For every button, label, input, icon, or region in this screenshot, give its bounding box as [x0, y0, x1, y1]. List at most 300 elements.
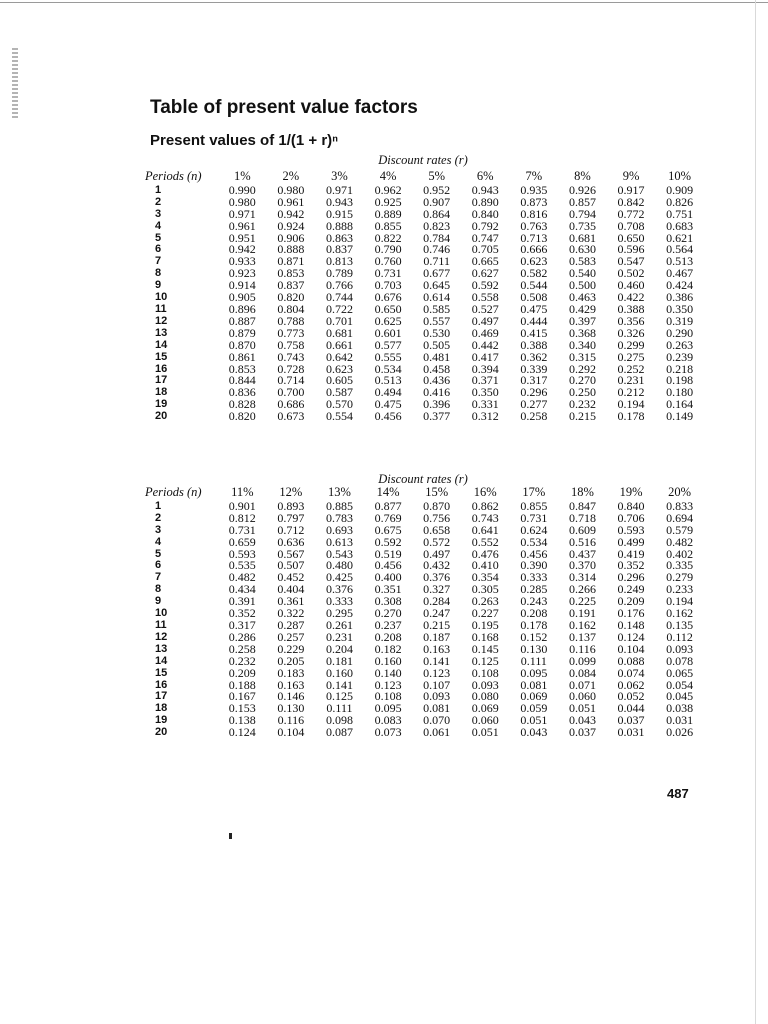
factor-cell: 0.513 [666, 254, 694, 269]
factor-cell: 0.299 [617, 337, 645, 352]
factor-cell: 0.232 [228, 653, 256, 668]
period-cell: 10 [155, 607, 168, 620]
factor-cell: 0.111 [326, 701, 353, 716]
factor-cell: 0.700 [277, 385, 305, 400]
rate-header: 13% [328, 485, 351, 499]
factor-cell: 0.167 [228, 689, 256, 704]
period-cell: 5 [155, 547, 162, 560]
factor-cell: 0.747 [471, 230, 499, 245]
factor-cell: 0.045 [666, 689, 694, 704]
factor-cell: 0.642 [325, 349, 353, 364]
factor-cell: 0.286 [228, 629, 256, 644]
factor-cell: 0.593 [617, 522, 645, 537]
factor-cell: 0.037 [617, 713, 645, 728]
factor-cell: 0.452 [277, 570, 305, 585]
factor-cell: 0.093 [471, 677, 499, 692]
factor-cell: 0.961 [277, 194, 305, 209]
factor-cell: 0.305 [471, 582, 499, 597]
factor-cell: 0.308 [374, 594, 402, 609]
factor-cell: 0.833 [666, 498, 694, 513]
factor-cell: 0.239 [666, 349, 694, 364]
factor-cell: 0.044 [617, 701, 645, 716]
factor-cell: 0.410 [471, 558, 499, 573]
factor-cell: 0.424 [666, 278, 694, 293]
rate-header: 10% [668, 169, 692, 183]
factor-cell: 0.429 [568, 301, 596, 316]
factor-cell: 0.731 [520, 510, 548, 525]
periods-header: Periods (n) [145, 169, 202, 183]
factor-cell: 0.784 [423, 230, 451, 245]
factor-cell: 0.333 [325, 594, 353, 609]
factor-cell: 0.417 [471, 349, 499, 364]
present-value-table-11-to-20 [145, 487, 704, 739]
factor-cell: 0.327 [423, 582, 451, 597]
factor-cell: 0.596 [617, 242, 645, 257]
factor-cell: 0.419 [617, 546, 645, 561]
page-subtitle: Present values of 1/(1 + r)ⁿ [150, 132, 339, 149]
factor-cell: 0.507 [277, 558, 305, 573]
factor-cell: 0.961 [228, 218, 256, 233]
factor-cell: 0.249 [617, 582, 645, 597]
period-cell: 19 [155, 398, 168, 411]
factor-cell: 0.208 [520, 606, 548, 621]
rate-header: 3% [331, 169, 348, 183]
rate-header: 14% [376, 485, 400, 499]
factor-cell: 0.760 [374, 254, 402, 269]
factor-cell: 0.093 [423, 689, 451, 704]
factor-cell: 0.587 [325, 385, 353, 400]
factor-cell: 0.284 [423, 594, 451, 609]
factor-cell: 0.855 [520, 498, 548, 513]
period-cell: 17 [155, 690, 168, 703]
factor-cell: 0.140 [374, 665, 402, 680]
factor-cell: 0.840 [617, 498, 645, 513]
factor-cell: 0.853 [228, 361, 256, 376]
factor-cell: 0.820 [228, 409, 256, 424]
factor-cell: 0.252 [617, 361, 645, 376]
factor-cell: 0.339 [520, 361, 548, 376]
factor-cell: 0.855 [374, 218, 402, 233]
factor-cell: 0.893 [277, 498, 305, 513]
period-cell: 8 [155, 267, 162, 280]
factor-cell: 0.422 [617, 290, 645, 305]
factor-cell: 0.390 [520, 558, 548, 573]
factor-cell: 0.104 [277, 725, 305, 740]
factor-cell: 0.078 [666, 653, 694, 668]
factor-cell: 0.095 [520, 665, 548, 680]
factor-cell: 0.149 [666, 409, 694, 424]
factor-cell: 0.231 [617, 373, 645, 388]
period-cell: 12 [155, 630, 168, 643]
factor-cell: 0.701 [325, 313, 353, 328]
factor-cell: 0.258 [228, 641, 256, 656]
factor-cell: 0.847 [568, 498, 596, 513]
factor-cell: 0.870 [423, 498, 451, 513]
factor-cell: 0.627 [471, 266, 499, 281]
rate-header: 7% [525, 169, 543, 183]
factor-cell: 0.123 [423, 665, 451, 680]
factor-cell: 0.425 [325, 570, 353, 585]
factor-cell: 0.990 [228, 182, 256, 197]
factor-cell: 0.731 [374, 266, 402, 281]
factor-cell: 0.322 [277, 606, 305, 621]
factor-cell: 0.148 [617, 617, 645, 632]
factor-cell: 0.661 [325, 337, 353, 352]
period-cell: 4 [155, 219, 162, 232]
factor-cell: 0.160 [374, 653, 402, 668]
factor-cell: 0.146 [277, 689, 305, 704]
period-cell: 7 [155, 255, 162, 268]
factor-cell: 0.415 [520, 325, 548, 340]
factor-cell: 0.183 [277, 665, 305, 680]
factor-cell: 0.826 [666, 194, 694, 209]
factor-cell: 0.924 [277, 218, 305, 233]
factor-cell: 0.209 [228, 665, 256, 680]
factor-cell: 0.885 [325, 498, 353, 513]
factor-cell: 0.540 [568, 266, 596, 281]
factor-cell: 0.290 [666, 325, 694, 340]
period-cell: 16 [155, 362, 168, 375]
factor-cell: 0.141 [423, 653, 451, 668]
factor-cell: 0.182 [374, 641, 402, 656]
factor-cell: 0.463 [568, 290, 596, 305]
factor-cell: 0.746 [423, 242, 451, 257]
factor-cell: 0.853 [277, 266, 305, 281]
period-cell: 2 [155, 511, 162, 524]
factor-cell: 0.038 [666, 701, 694, 716]
factor-cell: 0.237 [374, 617, 402, 632]
factor-cell: 0.625 [374, 313, 402, 328]
factor-cell: 0.162 [666, 606, 694, 621]
factor-cell: 0.232 [568, 397, 596, 412]
factor-cell: 0.145 [471, 641, 499, 656]
rate-header: 2% [282, 169, 300, 183]
factor-cell: 0.585 [423, 301, 451, 316]
factor-cell: 0.080 [471, 689, 499, 704]
factor-cell: 0.442 [471, 337, 499, 352]
factor-cell: 0.456 [374, 558, 402, 573]
factor-cell: 0.456 [374, 409, 402, 424]
factor-cell: 0.314 [568, 570, 596, 585]
factor-cell: 0.789 [325, 266, 353, 281]
factor-cell: 0.482 [666, 534, 694, 549]
factor-cell: 0.060 [471, 713, 499, 728]
factor-cell: 0.475 [520, 301, 548, 316]
factor-cell: 0.212 [617, 385, 645, 400]
factor-cell: 0.534 [520, 534, 548, 549]
period-cell: 8 [155, 583, 162, 596]
factor-cell: 0.434 [228, 582, 256, 597]
factor-cell: 0.822 [374, 230, 402, 245]
period-cell: 9 [155, 595, 162, 608]
factor-cell: 0.870 [228, 337, 256, 352]
factor-cell: 0.675 [374, 522, 402, 537]
factor-cell: 0.319 [666, 313, 694, 328]
factor-cell: 0.152 [520, 629, 548, 644]
period-cell: 7 [155, 571, 162, 584]
factor-cell: 0.123 [374, 677, 402, 692]
factor-cell: 0.176 [617, 606, 645, 621]
rate-header: 11% [231, 485, 254, 499]
factor-cell: 0.400 [374, 570, 402, 585]
factor-cell: 0.857 [568, 194, 596, 209]
factor-cell: 0.340 [568, 337, 596, 352]
factor-cell: 0.942 [228, 242, 256, 257]
factor-cell: 0.915 [325, 206, 353, 221]
factor-cell: 0.519 [374, 546, 402, 561]
factor-cell: 0.250 [568, 385, 596, 400]
period-cell: 15 [155, 350, 168, 363]
factor-cell: 0.112 [666, 629, 693, 644]
factor-cell: 0.296 [520, 385, 548, 400]
rate-header: 15% [425, 485, 449, 499]
factor-cell: 0.703 [374, 278, 402, 293]
factor-cell: 0.326 [617, 325, 645, 340]
factor-cell: 0.460 [617, 278, 645, 293]
factor-cell: 0.499 [617, 534, 645, 549]
factor-cell: 0.130 [520, 641, 548, 656]
factor-cell: 0.933 [228, 254, 256, 269]
factor-cell: 0.180 [666, 385, 694, 400]
factor-cell: 0.065 [666, 665, 694, 680]
rate-header: 18% [570, 485, 594, 499]
period-cell: 3 [155, 523, 162, 536]
factor-cell: 0.582 [520, 266, 548, 281]
factor-cell: 0.198 [666, 373, 694, 388]
factor-cell: 0.530 [423, 325, 451, 340]
factor-cell: 0.098 [325, 713, 353, 728]
factor-cell: 0.153 [228, 701, 256, 716]
factor-cell: 0.270 [374, 606, 402, 621]
factor-cell: 0.062 [617, 677, 645, 692]
factor-cell: 0.508 [520, 290, 548, 305]
factor-cell: 0.557 [423, 313, 451, 328]
factor-cell: 0.356 [617, 313, 645, 328]
factor-cell: 0.820 [277, 290, 305, 305]
factor-cell: 0.164 [666, 397, 694, 412]
factor-cell: 0.613 [325, 534, 353, 549]
factor-cell: 0.583 [568, 254, 596, 269]
factor-cell: 0.623 [325, 361, 353, 376]
scan-speck [229, 833, 232, 839]
factor-cell: 0.837 [277, 278, 305, 293]
factor-cell: 0.862 [471, 498, 499, 513]
period-cell: 1 [155, 183, 162, 196]
factor-cell: 0.104 [617, 641, 645, 656]
factor-cell: 0.593 [228, 546, 256, 561]
factor-cell: 0.601 [374, 325, 402, 340]
factor-cell: 0.376 [325, 582, 353, 597]
factor-cell: 0.084 [568, 665, 596, 680]
factor-cell: 0.051 [520, 713, 548, 728]
factor-cell: 0.396 [423, 397, 451, 412]
factor-cell: 0.208 [374, 629, 402, 644]
factor-cell: 0.812 [228, 510, 256, 525]
factor-cell: 0.070 [423, 713, 451, 728]
factor-cell: 0.871 [277, 254, 305, 269]
factor-cell: 0.951 [228, 230, 256, 245]
rate-header: 1% [233, 169, 251, 183]
factor-cell: 0.081 [520, 677, 548, 692]
factor-cell: 0.124 [617, 629, 645, 644]
factor-cell: 0.233 [666, 582, 694, 597]
factor-cell: 0.178 [520, 617, 548, 632]
factor-cell: 0.386 [666, 290, 694, 305]
factor-cell: 0.513 [374, 373, 402, 388]
periods-header: Periods (n) [145, 485, 202, 499]
factor-cell: 0.914 [228, 278, 256, 293]
scan-binding-mark [12, 48, 18, 118]
factor-cell: 0.722 [325, 301, 353, 316]
period-cell: 14 [155, 338, 168, 351]
factor-cell: 0.758 [277, 337, 305, 352]
factor-cell: 0.579 [666, 522, 694, 537]
period-cell: 12 [155, 314, 168, 327]
factor-cell: 0.258 [520, 409, 548, 424]
rate-header: 12% [279, 485, 303, 499]
factor-cell: 0.500 [568, 278, 596, 293]
factor-cell: 0.209 [617, 594, 645, 609]
factor-cell: 0.187 [423, 629, 451, 644]
factor-cell: 0.925 [374, 194, 402, 209]
factor-cell: 0.404 [277, 582, 305, 597]
factor-cell: 0.907 [423, 194, 451, 209]
scan-top-rule [0, 2, 768, 3]
period-cell: 17 [155, 374, 168, 387]
factor-cell: 0.630 [568, 242, 596, 257]
factor-cell: 0.135 [666, 617, 694, 632]
factor-cell: 0.261 [325, 617, 353, 632]
factor-cell: 0.362 [520, 349, 548, 364]
factor-cell: 0.971 [228, 206, 256, 221]
period-cell: 9 [155, 279, 162, 292]
factor-cell: 0.377 [423, 409, 451, 424]
factor-cell: 0.494 [374, 385, 402, 400]
factor-cell: 0.971 [325, 182, 353, 197]
factor-cell: 0.432 [423, 558, 451, 573]
factor-cell: 0.783 [325, 510, 353, 525]
factor-cell: 0.836 [228, 385, 256, 400]
present-value-table-1-to-10 [145, 171, 704, 423]
factor-cell: 0.863 [325, 230, 353, 245]
factor-cell: 0.887 [228, 313, 256, 328]
factor-cell: 0.731 [228, 522, 256, 537]
factor-cell: 0.168 [471, 629, 499, 644]
factor-cell: 0.059 [520, 701, 548, 716]
factor-cell: 0.794 [568, 206, 596, 221]
factor-cell: 0.552 [471, 534, 499, 549]
factor-cell: 0.107 [423, 677, 451, 692]
period-cell: 13 [155, 642, 168, 655]
page-title: Table of present value factors [150, 97, 418, 118]
period-cell: 20 [155, 410, 168, 423]
factor-cell: 0.391 [228, 594, 256, 609]
factor-cell: 0.069 [520, 689, 548, 704]
factor-cell: 0.444 [520, 313, 548, 328]
factor-cell: 0.547 [617, 254, 645, 269]
rate-header: 5% [428, 169, 445, 183]
factor-cell: 0.073 [374, 725, 402, 740]
factor-cell: 0.788 [277, 313, 305, 328]
factor-cell: 0.397 [568, 313, 596, 328]
factor-cell: 0.706 [617, 510, 645, 525]
factor-cell: 0.279 [666, 570, 694, 585]
factor-cell: 0.555 [374, 349, 402, 364]
factor-cell: 0.087 [325, 725, 353, 740]
factor-cell: 0.031 [617, 725, 645, 740]
factor-cell: 0.797 [277, 510, 305, 525]
factor-cell: 0.743 [471, 510, 499, 525]
factor-cell: 0.621 [666, 230, 694, 245]
factor-cell: 0.137 [568, 629, 596, 644]
factor-cell: 0.901 [228, 498, 256, 513]
factor-cell: 0.943 [471, 182, 499, 197]
factor-cell: 0.534 [374, 361, 402, 376]
factor-cell: 0.227 [471, 606, 499, 621]
factor-cell: 0.769 [374, 510, 402, 525]
factor-cell: 0.125 [471, 653, 499, 668]
factor-cell: 0.823 [423, 218, 451, 233]
factor-cell: 0.962 [374, 182, 402, 197]
period-cell: 6 [155, 243, 162, 256]
factor-cell: 0.497 [471, 313, 499, 328]
factor-cell: 0.923 [228, 266, 256, 281]
period-cell: 13 [155, 326, 168, 339]
factor-cell: 0.592 [374, 534, 402, 549]
period-cell: 11 [155, 302, 167, 315]
factor-cell: 0.275 [617, 349, 645, 364]
table1-caption: Discount rates (r) [378, 153, 468, 167]
factor-cell: 0.614 [423, 290, 451, 305]
factor-cell: 0.317 [520, 373, 548, 388]
factor-cell: 0.069 [471, 701, 499, 716]
rate-header: 9% [622, 169, 640, 183]
factor-cell: 0.191 [568, 606, 596, 621]
factor-cell: 0.873 [520, 194, 548, 209]
factor-cell: 0.287 [277, 617, 305, 632]
period-cell: 15 [155, 666, 168, 679]
factor-cell: 0.756 [423, 510, 451, 525]
factor-cell: 0.828 [228, 397, 256, 412]
factor-cell: 0.138 [228, 713, 256, 728]
factor-cell: 0.277 [520, 397, 548, 412]
factor-cell: 0.160 [325, 665, 353, 680]
period-cell: 4 [155, 535, 162, 548]
period-cell: 19 [155, 714, 168, 727]
factor-cell: 0.333 [520, 570, 548, 585]
factor-cell: 0.285 [520, 582, 548, 597]
factor-cell: 0.215 [568, 409, 596, 424]
scan-edge-line [755, 0, 756, 1024]
factor-cell: 0.195 [471, 617, 499, 632]
factor-cell: 0.816 [520, 206, 548, 221]
factor-cell: 0.813 [325, 254, 353, 269]
factor-cell: 0.659 [228, 534, 256, 549]
factor-cell: 0.081 [423, 701, 451, 716]
factor-cell: 0.402 [666, 546, 694, 561]
factor-cell: 0.181 [325, 653, 353, 668]
factor-cell: 0.890 [471, 194, 499, 209]
period-cell: 20 [155, 726, 168, 739]
period-cell: 2 [155, 195, 162, 208]
factor-cell: 0.061 [423, 725, 451, 740]
factor-cell: 0.263 [471, 594, 499, 609]
factor-cell: 0.125 [325, 689, 353, 704]
factor-cell: 0.744 [325, 290, 353, 305]
factor-cell: 0.906 [277, 230, 305, 245]
factor-cell: 0.681 [568, 230, 596, 245]
factor-cell: 0.163 [277, 677, 305, 692]
